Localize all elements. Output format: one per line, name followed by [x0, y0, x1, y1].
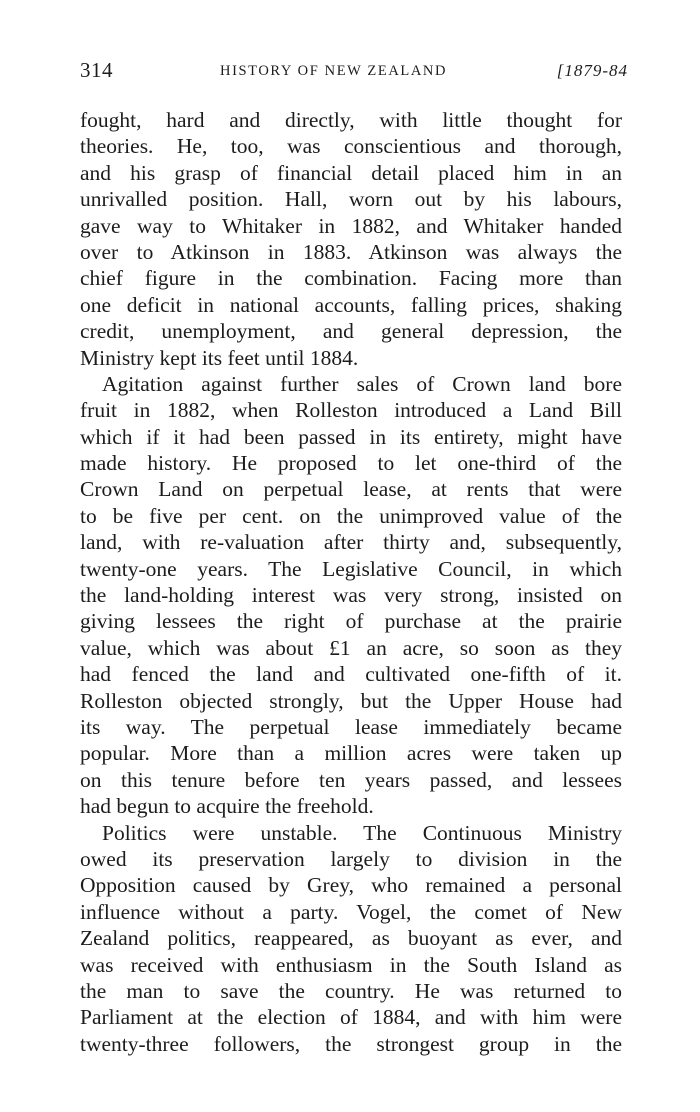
text-line: giving lessees the right of purchase at the prairie [80, 609, 622, 634]
text-line: Opposition caused by Grey, who remained a personal [80, 873, 622, 898]
text-line: popular. More than a million acres were taken up [80, 741, 622, 766]
paragraph-first-line: Agitation against further sales of Crown land bore [102, 371, 622, 396]
paragraph-first-line: Politics were unstable. The Continuous Ministry [102, 820, 622, 845]
running-title: HISTORY OF NEW ZEALAND [220, 63, 448, 79]
text-line: Crown Land on perpetual lease, at rents that were [80, 477, 622, 502]
text-line: which if it had been passed in its entirety, might have [80, 424, 622, 449]
text-line: on this tenure before ten years passed, and lessees [80, 767, 622, 792]
running-head [80, 58, 628, 88]
text-line: unrivalled position. Hall, worn out by his labours, [80, 187, 622, 212]
text-line: gave way to Whitaker in 1882, and Whitaker handed [80, 213, 622, 238]
page-number: 314 [80, 58, 113, 82]
text-line: land, with re-valuation after thirty and, subsequently, [80, 530, 622, 555]
text-line: Zealand politics, reappeared, as buoyant as ever, and [80, 926, 622, 951]
text-line: and his grasp of financial detail placed him in an [80, 160, 622, 185]
text-line: the land-holding interest was very strong, insisted on [80, 583, 622, 608]
running-date-range: [1879-84 [556, 61, 628, 80]
text-line: had begun to acquire the freehold. [80, 794, 374, 819]
text-line: made history. He proposed to let one-third of the [80, 451, 622, 476]
text-line: value, which was about £1 an acre, so soon as they [80, 635, 622, 660]
text-line: influence without a party. Vogel, the comet of New [80, 899, 622, 924]
text-line: theories. He, too, was conscientious and thorough, [80, 134, 622, 159]
text-line: Parliament at the election of 1884, and with him were [80, 1005, 622, 1030]
text-line: chief figure in the combination. Facing more than [80, 266, 622, 291]
text-line: one deficit in national accounts, falling prices, shaking [80, 292, 622, 317]
text-line: fruit in 1882, when Rolleston introduced a Land Bill [80, 398, 622, 423]
text-line: Rolleston objected strongly, but the Upper House had [80, 688, 622, 713]
text-line: the man to save the country. He was returned to [80, 978, 622, 1003]
text-line: twenty-one years. The Legislative Council, in which [80, 556, 622, 581]
text-line: over to Atkinson in 1883. Atkinson was always the [80, 239, 622, 264]
text-line: owed its preservation largely to division in the [80, 846, 622, 871]
text-line: credit, unemployment, and general depression, the [80, 319, 622, 344]
text-line: fought, hard and directly, with little thought for [80, 108, 622, 132]
text-line: had fenced the land and cultivated one-fifth of it. [80, 662, 622, 687]
text-line: was received with enthusiasm in the South Island as [80, 952, 622, 977]
text-line: Ministry kept its feet until 1884. [80, 345, 359, 370]
body-text [80, 107, 622, 1057]
text-line: twenty-three followers, the strongest group in the [80, 1031, 622, 1056]
text-line: its way. The perpetual lease immediately became [80, 714, 622, 739]
text-line: to be five per cent. on the unimproved value of the [80, 503, 622, 528]
